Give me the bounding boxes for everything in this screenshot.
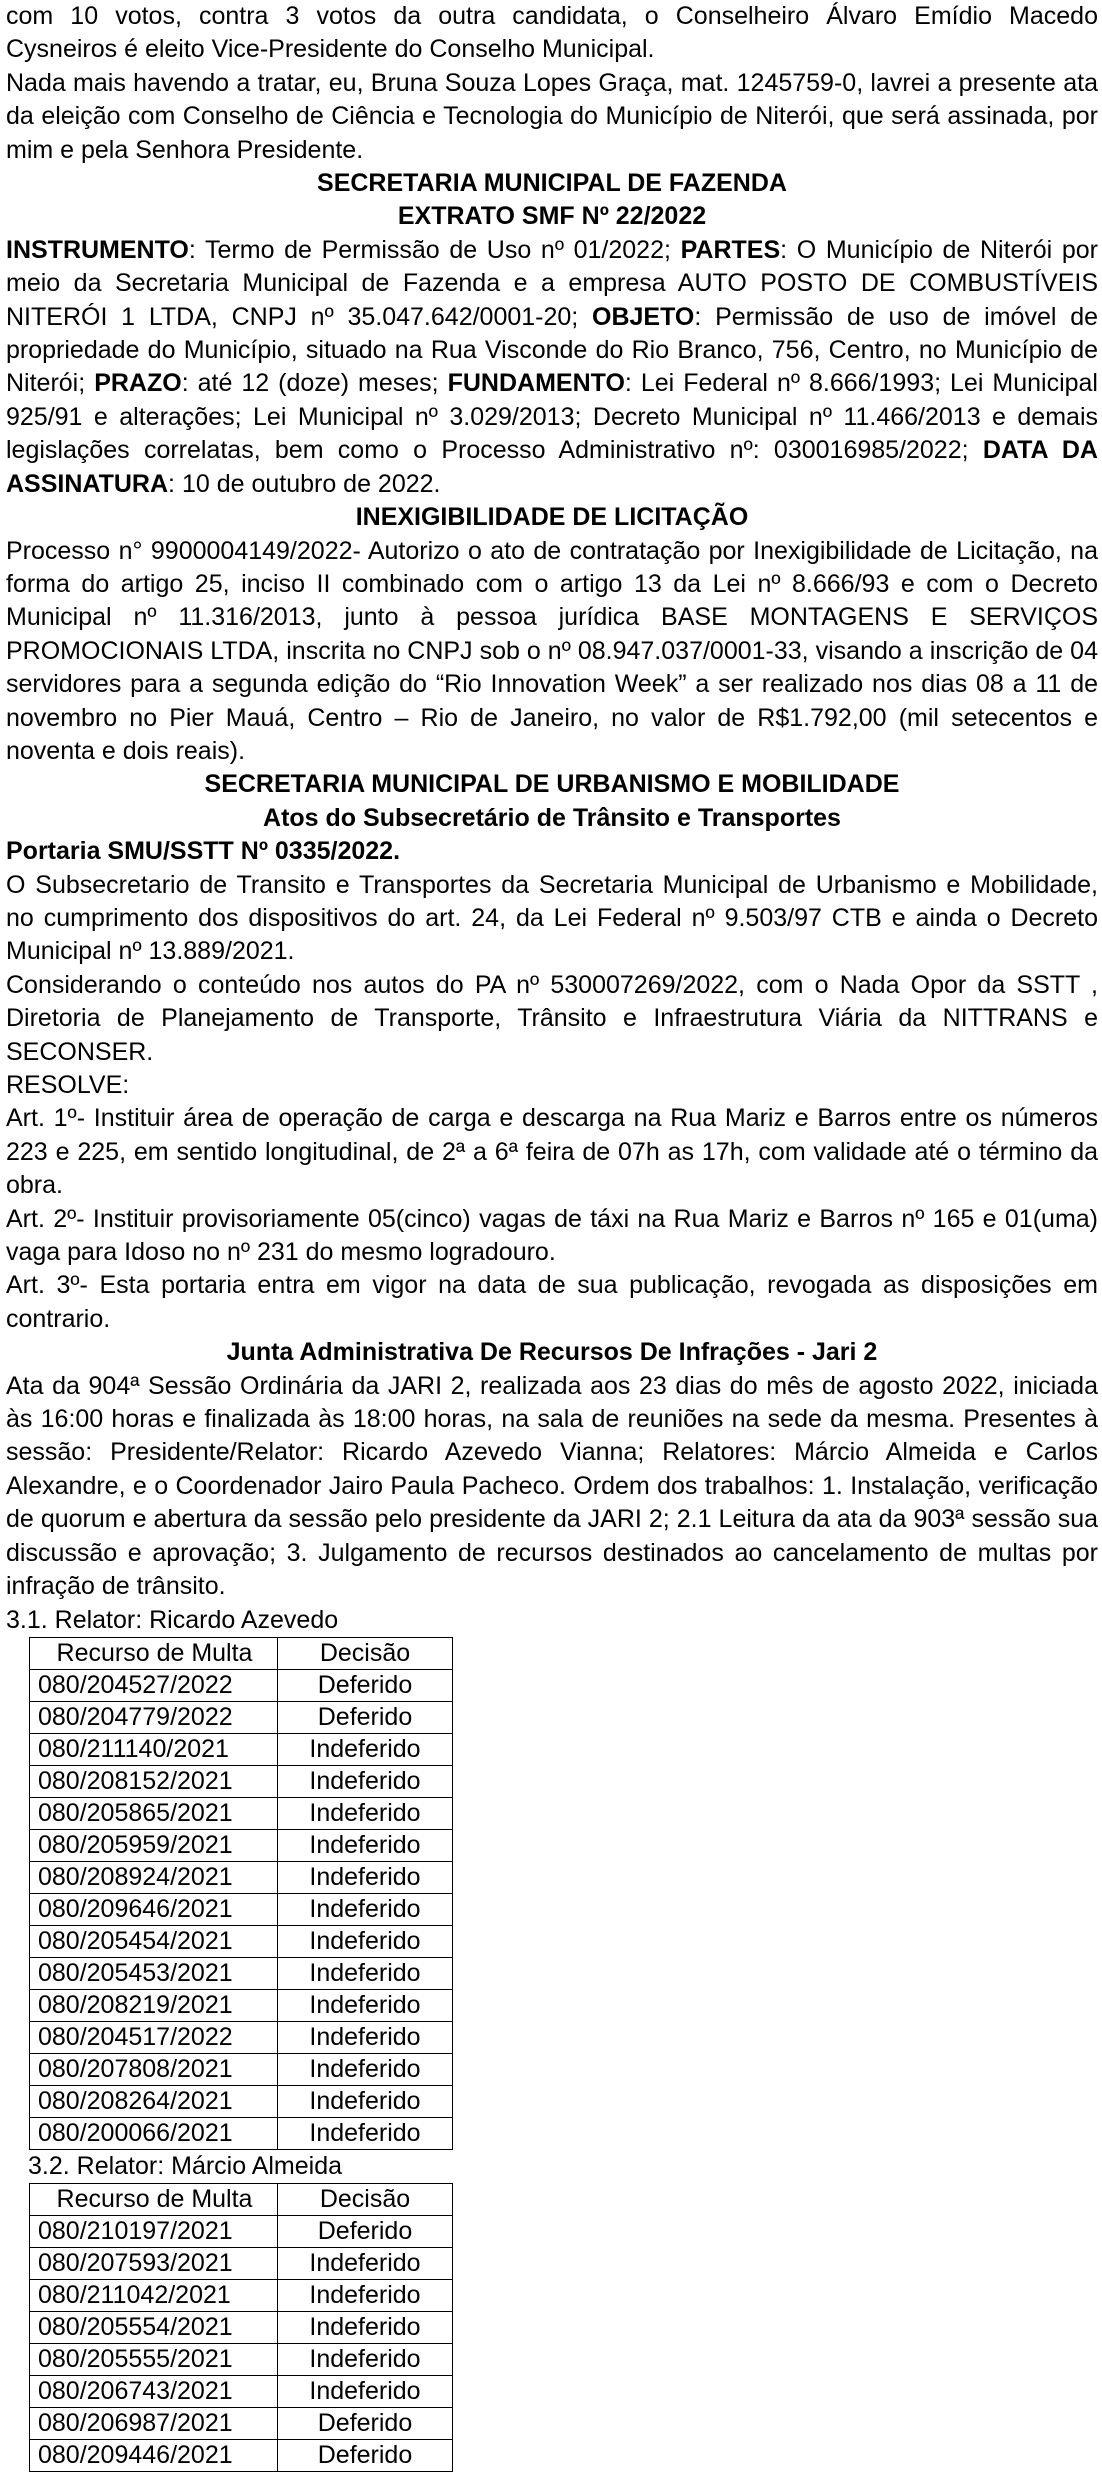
heading-atos-subsecretario: Atos do Subsecretário de Trânsito e Transportes xyxy=(263,803,841,832)
cell-recurso-multa: 080/207593/2021 xyxy=(30,2248,278,2280)
text-partes: : O Município de Niterói por meio da Secretaria Municipal de Fazenda e a empresa AUTO POSTO DE COMBUSTÍVEIS NITERÓI 1 LTDA, CNPJ nº 35.047.642/0001-20; xyxy=(6,235,1098,331)
table-row xyxy=(30,1957,453,1989)
portaria-title: Portaria SMU/SSTT Nº 0335/2022. xyxy=(6,837,401,866)
cell-recurso-multa: 080/207808/2021 xyxy=(30,2053,278,2085)
cell-recurso-multa: 080/209446/2021 xyxy=(30,2440,278,2472)
table-row xyxy=(30,1669,453,1701)
paragraph-election-result-line2: Cysneiros é eleito Vice-Presidente do Conselho Municipal. xyxy=(6,35,655,64)
cell-decisao: Indeferido xyxy=(278,1989,453,2021)
document-page xyxy=(6,0,1098,2472)
table-row xyxy=(30,2376,453,2408)
heading-secretaria-urbanismo: SECRETARIA MUNICIPAL DE URBANISMO E MOBILIDADE xyxy=(204,770,900,799)
table-row xyxy=(30,2021,453,2053)
table-row xyxy=(30,1893,453,1925)
relator-1-title: 3.1. Relator: Ricardo Azevedo xyxy=(6,1605,339,1634)
cell-decisao: Indeferido xyxy=(278,2085,453,2117)
table-relator-1-body xyxy=(30,1669,453,2149)
table-relator-2-body xyxy=(30,2216,453,2472)
table-row xyxy=(30,1797,453,1829)
heading-inexigibilidade: INEXIGIBILIDADE DE LICITAÇÃO xyxy=(355,503,749,532)
heading-extrato: EXTRATO SMF Nº 22/2022 xyxy=(397,202,707,231)
cell-recurso-multa: 080/209646/2021 xyxy=(30,1893,278,1925)
table-row xyxy=(30,2408,453,2440)
cell-decisao: Indeferido xyxy=(278,1733,453,1765)
cell-recurso-multa: 080/205555/2021 xyxy=(30,2344,278,2376)
table-row xyxy=(30,1733,453,1765)
label-instrumento: INSTRUMENTO xyxy=(6,235,189,264)
cell-recurso-multa: 080/204527/2022 xyxy=(30,1669,278,1701)
paragraph-closing: Nada mais havendo a tratar, eu, Bruna Souza Lopes Graça, mat. 1245759-0, lavrei a presente ata da eleição com Conselho de Ciência e Tecnologia do Município de Niterói, que será assinada, por mim e pela Senhora Presidente. xyxy=(6,68,1098,164)
cell-recurso-multa: 080/208264/2021 xyxy=(30,2085,278,2117)
cell-recurso-multa: 080/205454/2021 xyxy=(30,1925,278,1957)
table-row xyxy=(30,2344,453,2376)
paragraph-jari-ata: Ata da 904ª Sessão Ordinária da JARI 2, realizada aos 23 dias do mês de agosto 2022, iniciada às 16:00 horas e finalizada às 18:00 horas, na sala de reuniões na sede da mesma. Presentes à sessão: Presidente/Relator: Ricardo Azevedo Vianna; Relatores: Márcio Almeida e Carlos Alexandre, e o Coordenador Jairo Paula Pacheco. Ordem dos trabalhos: 1. Instalação, verificação de quorum e abertura da sessão pelo presidente da JARI 2; 2.1 Leitura da ata da 903ª sessão sua discussão e aprovação; 3. Julgamento de recursos destinados ao cancelamento de multas por infração de trânsito. xyxy=(6,1371,1098,1601)
paragraph-inexigibilidade: Processo n° 9900004149/2022- Autorizo o ato de contratação por Inexigibilidade de Licitação, na forma do artigo 25, inciso II combinado com o artigo 13 da Lei nº 8.666/93 e com o Decreto Municipal nº 11.316/2013, junto à pessoa jurídica BASE MONTAGENS E SERVIÇOS PROMOCIONAIS LTDA, inscrita no CNPJ sob o nº 08.947.037/0001-33, visando a inscrição de 04 servidores para a segunda edição do “Rio Innovation Week” a ser realizado nos dias 08 a 11 de novembro no Pier Mauá, Centro – Rio de Janeiro, no valor de R$1.792,00 (mil setecentos e noventa e dois reais). xyxy=(6,536,1098,765)
text-instrumento: : Termo de Permissão de Uso nº 01/2022; xyxy=(188,235,681,264)
table-row xyxy=(30,2216,453,2248)
article-3: Art. 3º- Esta portaria entra em vigor na data de sua publicação, revogada as disposições em contrario. xyxy=(6,1271,1098,1333)
cell-recurso-multa: 080/204779/2022 xyxy=(30,1701,278,1733)
label-objeto: OBJETO xyxy=(592,302,695,331)
table-header-row xyxy=(30,1637,453,1669)
table-row xyxy=(30,1925,453,1957)
relator-2-title: 3.2. Relator: Márcio Almeida xyxy=(28,2151,343,2180)
cell-recurso-multa: 080/208152/2021 xyxy=(30,1765,278,1797)
cell-decisao: Indeferido xyxy=(278,1861,453,1893)
table-row xyxy=(30,1861,453,1893)
table-row xyxy=(30,2117,453,2149)
table-row xyxy=(30,2248,453,2280)
table-header-row xyxy=(30,2184,453,2216)
paragraph-portaria-intro: O Subsecretario de Transito e Transportes da Secretaria Municipal de Urbanismo e Mobilidade, no cumprimento dos dispositivos do art. 24, da Lei Federal nº 9.503/97 CTB e ainda o Decreto Municipal nº 13.889/2021. xyxy=(6,870,1098,966)
heading-jari: Junta Administrativa De Recursos De Infrações - Jari 2 xyxy=(226,1338,878,1367)
column-header-decisao: Decisão xyxy=(278,2184,453,2216)
table-relator-1 xyxy=(29,1637,453,2150)
cell-recurso-multa: 080/200066/2021 xyxy=(30,2117,278,2149)
cell-decisao: Indeferido xyxy=(278,1925,453,1957)
table-row xyxy=(30,1765,453,1797)
column-header-recurso: Recurso de Multa xyxy=(30,1637,278,1669)
resolve-label: RESOLVE: xyxy=(6,1071,130,1099)
cell-decisao: Indeferido xyxy=(278,1765,453,1797)
cell-decisao: Indeferido xyxy=(278,2117,453,2149)
cell-recurso-multa: 080/204517/2022 xyxy=(30,2021,278,2053)
article-1: Art. 1º- Instituir área de operação de carga e descarga na Rua Mariz e Barros entre os números 223 e 225, em sentido longitudinal, de 2ª a 6ª feira de 07h as 17h, com validade até o término da obra. xyxy=(6,1104,1098,1200)
cell-recurso-multa: 080/205959/2021 xyxy=(30,1829,278,1861)
cell-decisao: Indeferido xyxy=(278,1893,453,1925)
cell-decisao: Indeferido xyxy=(278,1829,453,1861)
cell-recurso-multa: 080/211140/2021 xyxy=(30,1733,278,1765)
cell-decisao: Deferido xyxy=(278,2408,453,2440)
article-2: Art. 2º- Instituir provisoriamente 05(cinco) vagas de táxi na Rua Mariz e Barros nº 165 e 01(uma) vaga para Idoso no nº 231 do mesmo logradouro. xyxy=(6,1204,1098,1267)
text-prazo: : até 12 (doze) meses; xyxy=(181,369,448,398)
label-prazo: PRAZO xyxy=(94,369,182,398)
text-fundamento: : Lei Federal nº 8.666/1993; Lei Municipal 925/91 e alterações; Lei Municipal nº 3.029/2013; Decreto Municipal nº 11.466/2013 e demais legislações correlatas, bem como o Processo Administrativo nº: 030016985/2022; xyxy=(6,369,1098,465)
cell-decisao: Deferido xyxy=(278,1701,453,1733)
table-row xyxy=(30,1989,453,2021)
text-data-assinatura: : 10 de outubro de 2022. xyxy=(168,469,441,498)
cell-recurso-multa: 080/205554/2021 xyxy=(30,2312,278,2344)
cell-decisao: Deferido xyxy=(278,2440,453,2472)
cell-decisao: Indeferido xyxy=(278,1957,453,1989)
cell-recurso-multa: 080/206743/2021 xyxy=(30,2376,278,2408)
label-data-assinatura: DATA DA ASSINATURA xyxy=(6,436,1098,498)
paragraph-extrato xyxy=(6,234,1098,501)
label-fundamento: FUNDAMENTO xyxy=(447,369,625,398)
cell-recurso-multa: 080/211042/2021 xyxy=(30,2280,278,2312)
table-row xyxy=(30,2440,453,2472)
table-row xyxy=(30,2085,453,2117)
cell-recurso-multa: 080/208219/2021 xyxy=(30,1989,278,2021)
column-header-recurso: Recurso de Multa xyxy=(30,2184,278,2216)
cell-recurso-multa: 080/208924/2021 xyxy=(30,1861,278,1893)
table-relator-2 xyxy=(29,2183,453,2472)
cell-decisao: Indeferido xyxy=(278,2280,453,2312)
table-row xyxy=(30,2280,453,2312)
cell-decisao: Indeferido xyxy=(278,2248,453,2280)
table-row xyxy=(30,2053,453,2085)
cell-decisao: Indeferido xyxy=(278,2344,453,2376)
cell-decisao: Indeferido xyxy=(278,2053,453,2085)
column-header-decisao: Decisão xyxy=(278,1637,453,1669)
cell-recurso-multa: 080/205453/2021 xyxy=(30,1957,278,1989)
cell-decisao: Indeferido xyxy=(278,2312,453,2344)
cell-decisao: Indeferido xyxy=(278,2376,453,2408)
cell-decisao: Indeferido xyxy=(278,1797,453,1829)
heading-secretaria-fazenda: SECRETARIA MUNICIPAL DE FAZENDA xyxy=(317,169,787,198)
label-partes: PARTES xyxy=(680,235,781,264)
cell-decisao: Deferido xyxy=(278,1669,453,1701)
cell-decisao: Indeferido xyxy=(278,2021,453,2053)
text-objeto: : Permissão de uso de imóvel de propriedade do Município, situado na Rua Visconde do Rio Branco, 756, Centro, no Município de Niterói; xyxy=(6,302,1099,398)
paragraph-election-result-line1: com 10 votos, contra 3 votos da outra candidata, o Conselheiro Álvaro Emídio Macedo xyxy=(6,2,1098,30)
paragraph-considerando: Considerando o conteúdo nos autos do PA nº 530007269/2022, com o Nada Opor da SSTT , Diretoria de Planejamento de Transporte, Trânsito e Infraestrutura Viária da NITTRANS e SECONSER. xyxy=(6,970,1098,1066)
table-row xyxy=(30,1829,453,1861)
cell-decisao: Deferido xyxy=(278,2216,453,2248)
table-row xyxy=(30,2312,453,2344)
cell-recurso-multa: 080/205865/2021 xyxy=(30,1797,278,1829)
cell-recurso-multa: 080/210197/2021 xyxy=(30,2216,278,2248)
cell-recurso-multa: 080/206987/2021 xyxy=(30,2408,278,2440)
table-row xyxy=(30,1701,453,1733)
